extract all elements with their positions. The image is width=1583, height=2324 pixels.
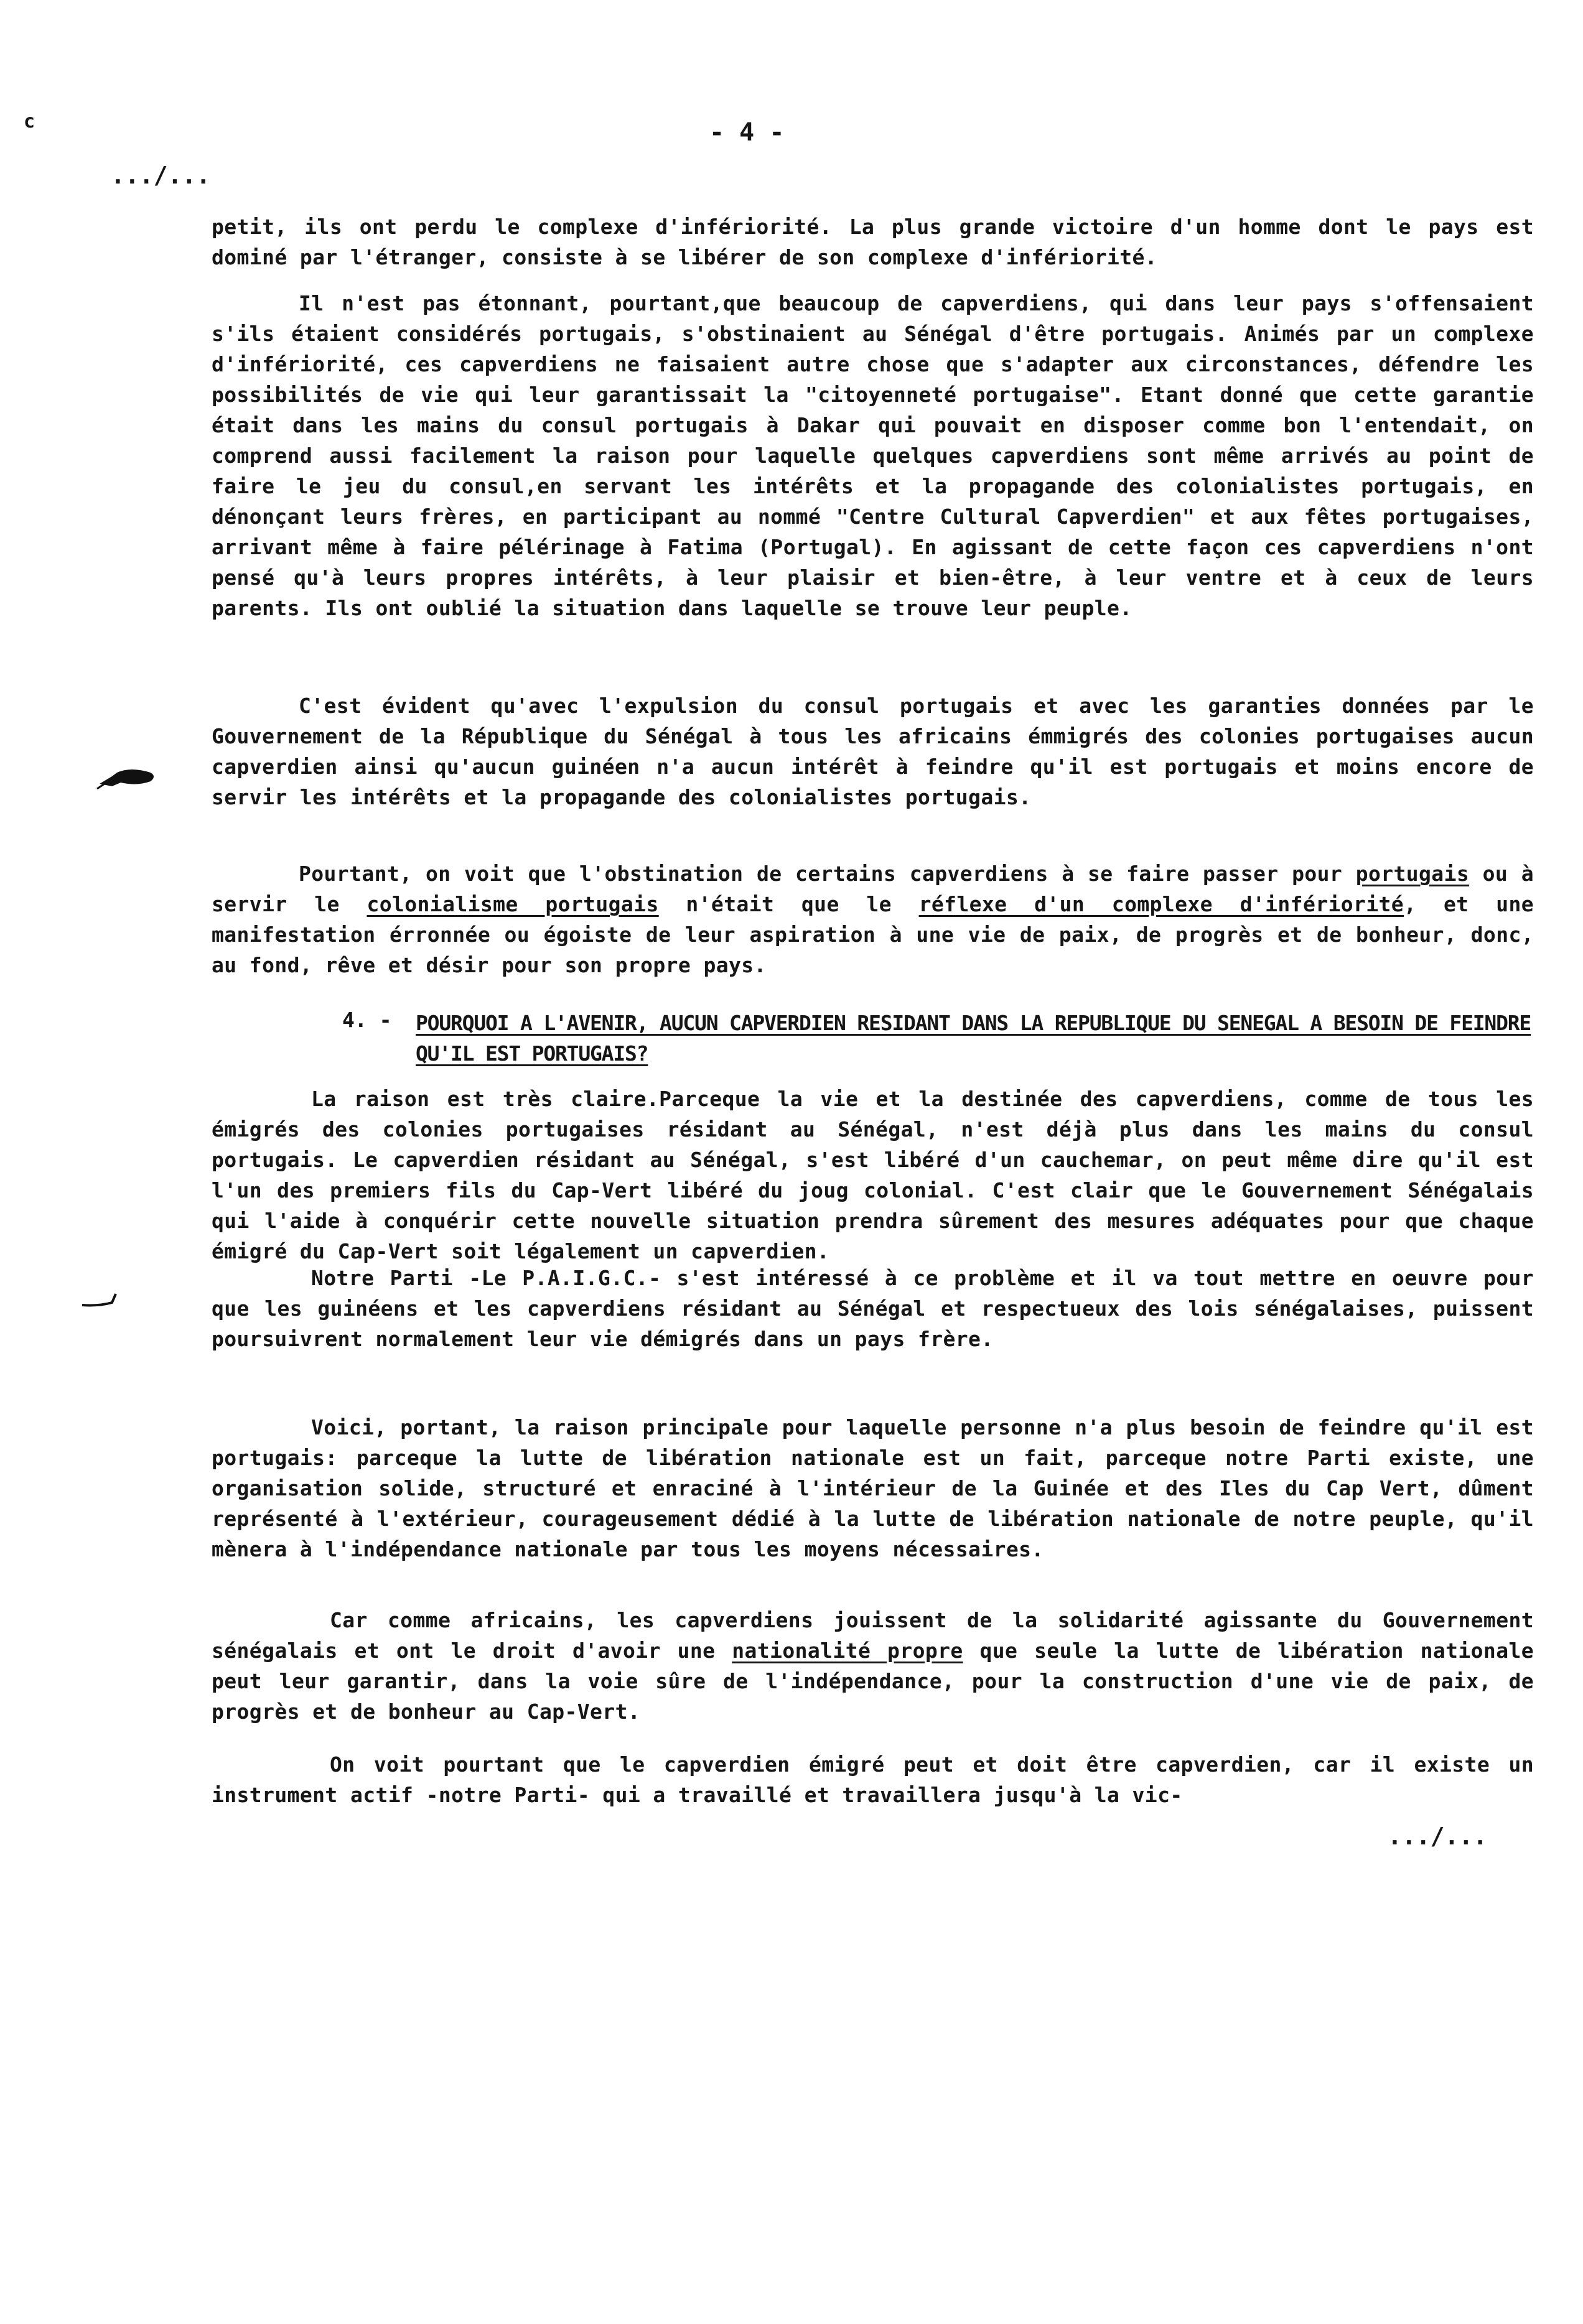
section-number: 4. -: [342, 1008, 392, 1032]
paragraph-8-text-a: Car comme africains, les capverdiens jouissent de la solidarité agissante du Gouvernement sénégalais et ont le droit d'avoir une: [212, 1608, 1534, 1663]
paragraph-4-text-d: , et une manifestation érronnée ou égoiste de leur aspiration à une vie de paix, de progrès et de bonheur, donc, au fond, rêve et désir pour son propre pays.: [212, 892, 1534, 977]
section-heading: POURQUOI A L'AVENIR, AUCUN CAPVERDIEN RESIDANT DANS LA REPUBLIQUE DU SENEGAL A BESOIN DE FEINDRE QU'IL EST PORTUGAIS?: [416, 1011, 1531, 1066]
paragraph-2: Il n'est pas étonnant, pourtant,que beaucoup de capverdiens, qui dans leur pays s'offensaient s'ils étaient considérés portugais, s'obstinaient au Sénégal d'être portugais. Animés par un complexe d'infériorité, ces capverdiens ne faisaient autre chose que s'adapter aux circonstances, défendre les possibilités de vie qui leur garantissait la "citoyenneté portugaise". Etant donné que cette garantie était dans les mains du consul portugais à Dakar qui pouvait en disposer comme bon l'entendait, on comprend aussi facilement la raison pour laquelle quelques capverdiens sont même arrivés au point de faire le jeu du consul,en servant les intérêts et la propagande des colonialistes portugais, en dénonçant leurs frères, en participant au nommé "Centre Cultural Capverdien" et aux fêtes portugaises, arrivant même à faire pélérinage à Fatima (Portugal). En agissant de cette façon ces capverdiens n'ont pensé qu'à leurs propres intérêts, à leur plaisir et bien-être, à leur ventre et à ceux de leurs parents. Ils ont oublié la situation dans laquelle se trouve leur peuple.: [212, 291, 1534, 620]
page-number: - 4 -: [709, 118, 785, 147]
paragraph-4-text-b: ou à servir le: [212, 862, 1534, 916]
paragraph-1: petit, ils ont perdu le complexe d'infériorité. La plus grande victoire d'un homme dont le pays est dominé par l'étranger, consiste à se libérer de son complexe d'infériorité.: [212, 215, 1534, 269]
paragraph-5: La raison est très claire.Parceque la vie et la destinée des capverdiens, comme de tous les émigrés des colonies portugaises résidant au Sénégal, n'est déjà plus dans les mains du consul portugais. Le capverdien résidant au Sénégal, s'est libéré d'un cauchemar, on peut même dire qu'il est l'un des premiers fils du Cap-Vert libéré du joug colonial. C'est clair que le Gouvernement Sénégalais qui l'aide à conquérir cette nouvelle situation prendra sûrement des mesures adéquates pour que chaque émigré du Cap-Vert soit légalement un capverdien.: [212, 1087, 1534, 1263]
paragraph-3: C'est évident qu'avec l'expulsion du consul portugais et avec les garanties données par le Gouvernement de la République du Sénégal à tous les africains émmigrés des colonies portugaises aucun capverdien ainsi qu'aucun guinéen n'a aucun intérêt à feindre qu'il est portugais et moins encore de servir les intérêts et la propagande des colonialistes portugais.: [212, 694, 1534, 809]
paragraph-9: On voit pourtant que le capverdien émigré peut et doit être capverdien, car il existe un instrument actif -notre Parti- qui a travaillé et travaillera jusqu'à la vic-: [212, 1752, 1534, 1807]
corner-mark: c: [24, 111, 35, 132]
paragraph-4-text-c: n'était que le: [658, 892, 919, 916]
underlined-reflexe: réflexe d'un complexe d'infériorité: [918, 892, 1404, 916]
paragraph-6: Notre Parti -Le P.A.I.G.C.- s'est intéressé à ce problème et il va tout mettre en oeuvre pour que les guinéens et les capverdiens résidant au Sénégal et respectueux des lois sénégalaises, puissent poursuivrent normalement leur vie démigrés dans un pays frère.: [212, 1266, 1534, 1351]
paragraph-7: Voici, portant, la raison principale pour laquelle personne n'a plus besoin de feindre qu'il est portugais: parceque la lutte de libération nationale est un fait, parceque notre Parti existe, une organisation solide, structuré et enraciné à l'intérieur de la Guinée et des Iles du Cap Vert, dûment représenté à l'extérieur, courageusement dédié à la lutte de libération nationale de notre peuple, qu'il mènera à l'indépendance nationale par tous les moyens nécessaires.: [212, 1415, 1534, 1561]
underlined-nationalite: nationalité propre: [732, 1638, 963, 1663]
underlined-colonialisme: colonialisme portugais: [367, 892, 659, 916]
continued-marker-bottom: .../...: [1388, 1823, 1488, 1850]
hand-pointer-mark-icon: [93, 759, 162, 796]
underlined-portugais: portugais: [1355, 862, 1470, 886]
paragraph-8: [212, 1605, 1534, 1727]
paragraph-4-text-a: Pourtant, on voit que l'obstination de certains capverdiens à se faire passer pour: [299, 862, 1356, 886]
check-mark-icon: [80, 1288, 123, 1313]
paragraph-8-text-b: que seule la lutte de libération nationale peut leur garantir, dans la voie sûre de l'indépendance, pour la construction d'une vie de paix, de progrès et de bonheur au Cap-Vert.: [212, 1638, 1534, 1724]
continued-marker-top: .../...: [111, 162, 211, 189]
paragraph-4: [212, 858, 1534, 980]
